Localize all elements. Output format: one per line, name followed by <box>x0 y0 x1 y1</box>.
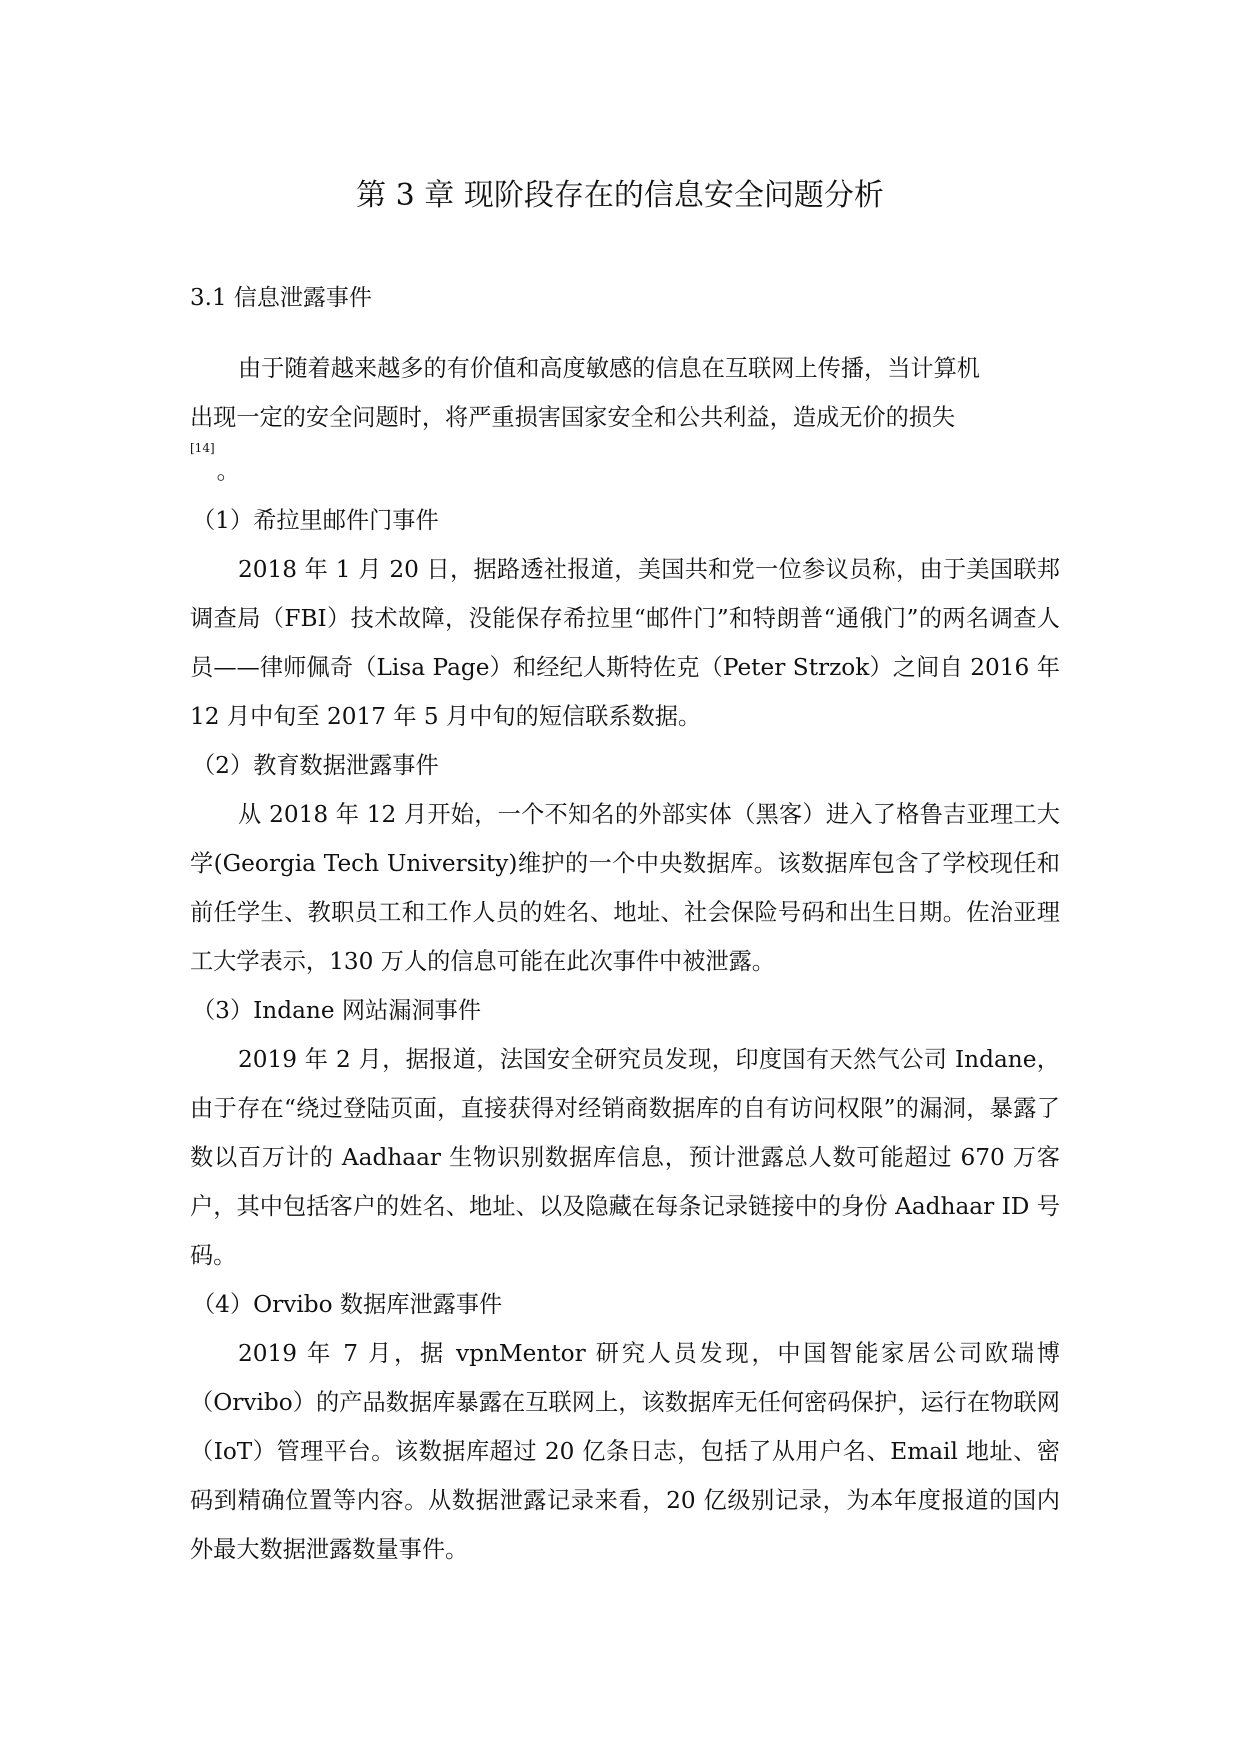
citation-marker: [14] <box>190 441 215 455</box>
intro-line-2: 出现一定的安全问题时，将严重损害国家安全和公共利益，造成无价的损失 <box>190 404 956 431</box>
intro-line-1: 由于随着越来越多的有价值和高度敏感的信息在互联网上传播，当计算机 <box>238 355 980 382</box>
body-text <box>190 344 1060 1574</box>
intro-paragraph <box>190 344 1060 496</box>
event-heading-1: （1）希拉里邮件门事件 <box>192 506 439 534</box>
event-heading-3: （3）Indane 网站漏洞事件 <box>192 996 482 1024</box>
intro-tail: 。 <box>216 457 240 485</box>
event-heading-2: （2）教育数据泄露事件 <box>192 751 439 779</box>
event-body-1: 2018 年 1 月 20 日，据路透社报道，美国共和党一位参议员称，由于美国联邦调查局（FBI）技术故障，没能保存希拉里“邮件门”和特朗普“通俄门”的两名调查人员——律师佩奇（Lisa Page）和经纪人斯特佐克（Peter Strzok）之间自 2016 年 12 月中旬至 2017 年 5 月中旬的短信联系数据。 <box>190 555 1060 730</box>
event-body-2: 从 2018 年 12 月开始，一个不知名的外部实体（黑客）进入了格鲁吉亚理工大学(Georgia Tech University)维护的一个中央数据库。该数据库包含了学校现任和前任学生、教职员工和工作人员的姓名、地址、社会保险号码和出生日期。佐治亚理工大学表示，130 万人的信息可能在此次事件中被泄露。 <box>190 800 1060 975</box>
event-heading-4: （4）Orvibo 数据库泄露事件 <box>192 1290 503 1318</box>
event-body-3: 2019 年 2 月，据报道，法国安全研究员发现，印度国有天然气公司 Indane，由于存在“绕过登陆页面，直接获得对经销商数据库的自有访问权限”的漏洞，暴露了数以百万计的 Aadhaar 生物识别数据库信息，预计泄露总人数可能超过 670 万客户，其中包括客户的姓名、地址、以及隐藏在每条记录链接中的身份 Aadhaar ID 号码。 <box>190 1045 1060 1269</box>
event-body-4: 2019 年 7 月，据 vpnMentor 研究人员发现，中国智能家居公司欧瑞博（Orvibo）的产品数据库暴露在互联网上，该数据库无任何密码保护，运行在物联网（IoT）管理平台。该数据库超过 20 亿条日志，包括了从用户名、Email 地址、密码到精确位置等内容。从数据泄露记录来看，20 亿级别记录，为本年度报道的国内外最大数据泄露数量事件。 <box>190 1339 1060 1563</box>
chapter-title: 第 3 章 现阶段存在的信息安全问题分析 <box>356 178 884 213</box>
section-title: 3.1 信息泄露事件 <box>190 285 372 311</box>
